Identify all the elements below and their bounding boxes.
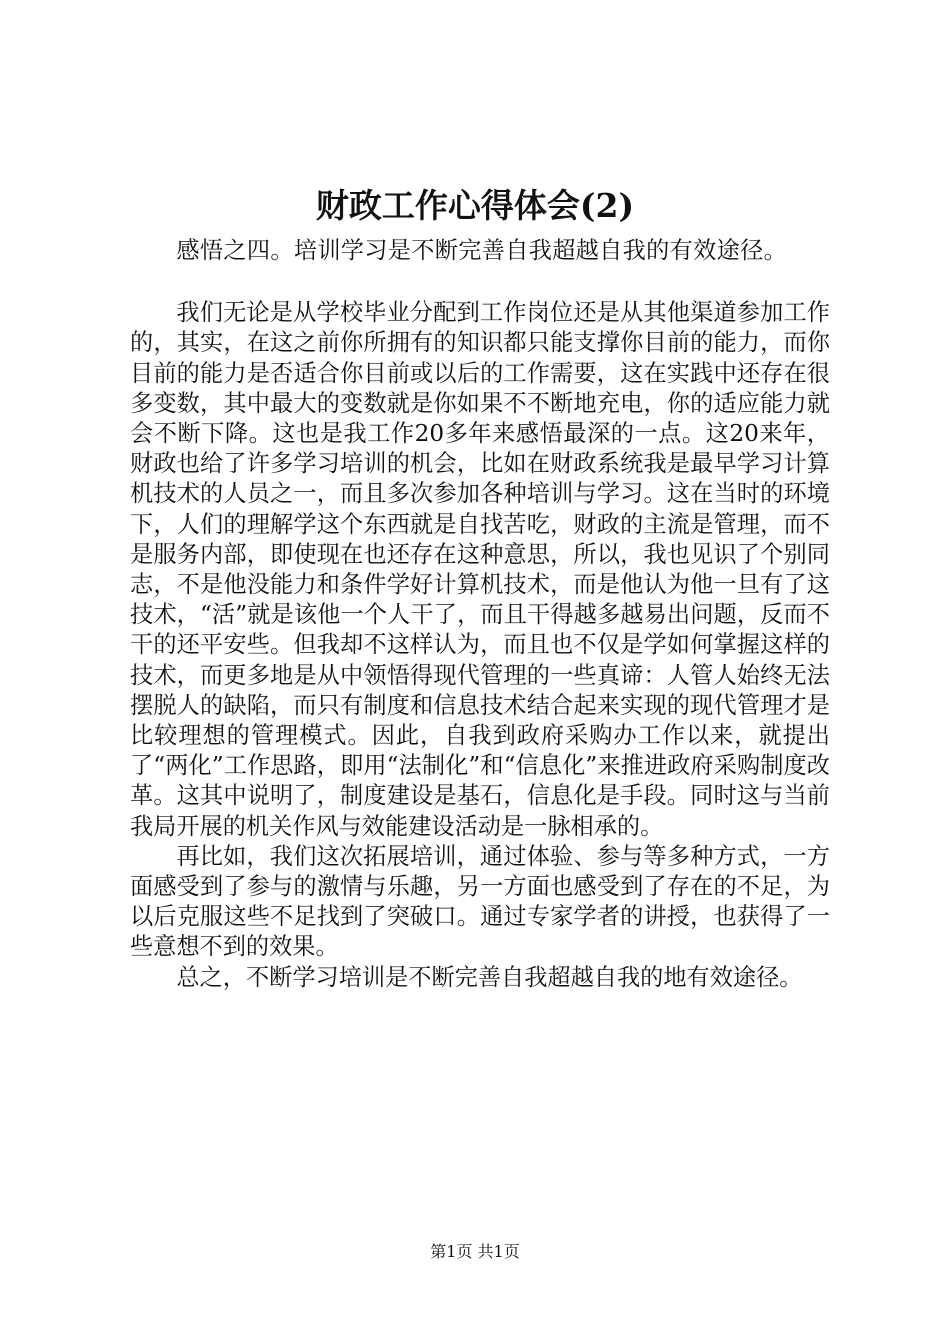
page-footer: 第1页 共1页 [430, 1242, 520, 1261]
paragraph-spacer [130, 266, 830, 298]
document-title: 财政工作心得体会(2) [315, 186, 635, 225]
body-paragraph-2: 再比如，我们这次拓展培训，通过体验、参与等多种方式，一方面感受到了参与的激情与乐趣，另一方面也感受到了存在的不足，为以后克服这些不足找到了突破口。通过专家学者的讲授，也获得了一些意想不到的效果。 [130, 842, 830, 961]
body-paragraph-3: 总之，不断学习培训是不断完善自我超越自我的地有效途径。 [176, 963, 803, 991]
document-body [130, 236, 830, 993]
intro-paragraph: 感悟之四。培训学习是不断完善自我超越自我的有效途径。 [176, 237, 788, 264]
body-paragraph-1: 我们无论是从学校毕业分配到工作岗位还是从其他渠道参加工作的，其实，在这之前你所拥有的知识都只能支撑你目前的能力，而你目前的能力是否适合你目前或以后的工作需要，这在实践中还存在很多变数，其中最大的变数就是你如果不不断地充电，你的适应能力就会不断下降。这也是我工作20多年来感悟最深的一点。这20来年，财政也给了许多学习培训的机会，比如在财政系统我是最早学习计算机技术的人员之一，而且多次参加各种培训与学习。这在当时的环境下，人们的理解学这个东西就是自找苦吃，财政的主流是管理，而不是服务内部，即使现在也还存在这种意思，所以，我也见识了个别同志，不是他没能力和条件学好计算机技术，而是他认为他一旦有了这技术，“活”就是该他一个人干了，而且干得越多越易出问题，反而不干的还平安些。但我却不这样认为，而且也不仅是学如何掌握这样的技术，而更多地是从中领悟得现代管理的一些真谛：人管人始终无法摆脱人的缺陷，而只有制度和信息技术结合起来实现的现代管理才是比较理想的管理模式。因此，自我到政府采购办工作以来，就提出了“两化”工作思路，即用“法制化”和“信息化”来推进政府采购制度改革。这其中说明了，制度建设是基石，信息化是手段。同时这与当前我局开展的机关作风与效能建设活动是一脉相承的。 [130, 299, 830, 840]
